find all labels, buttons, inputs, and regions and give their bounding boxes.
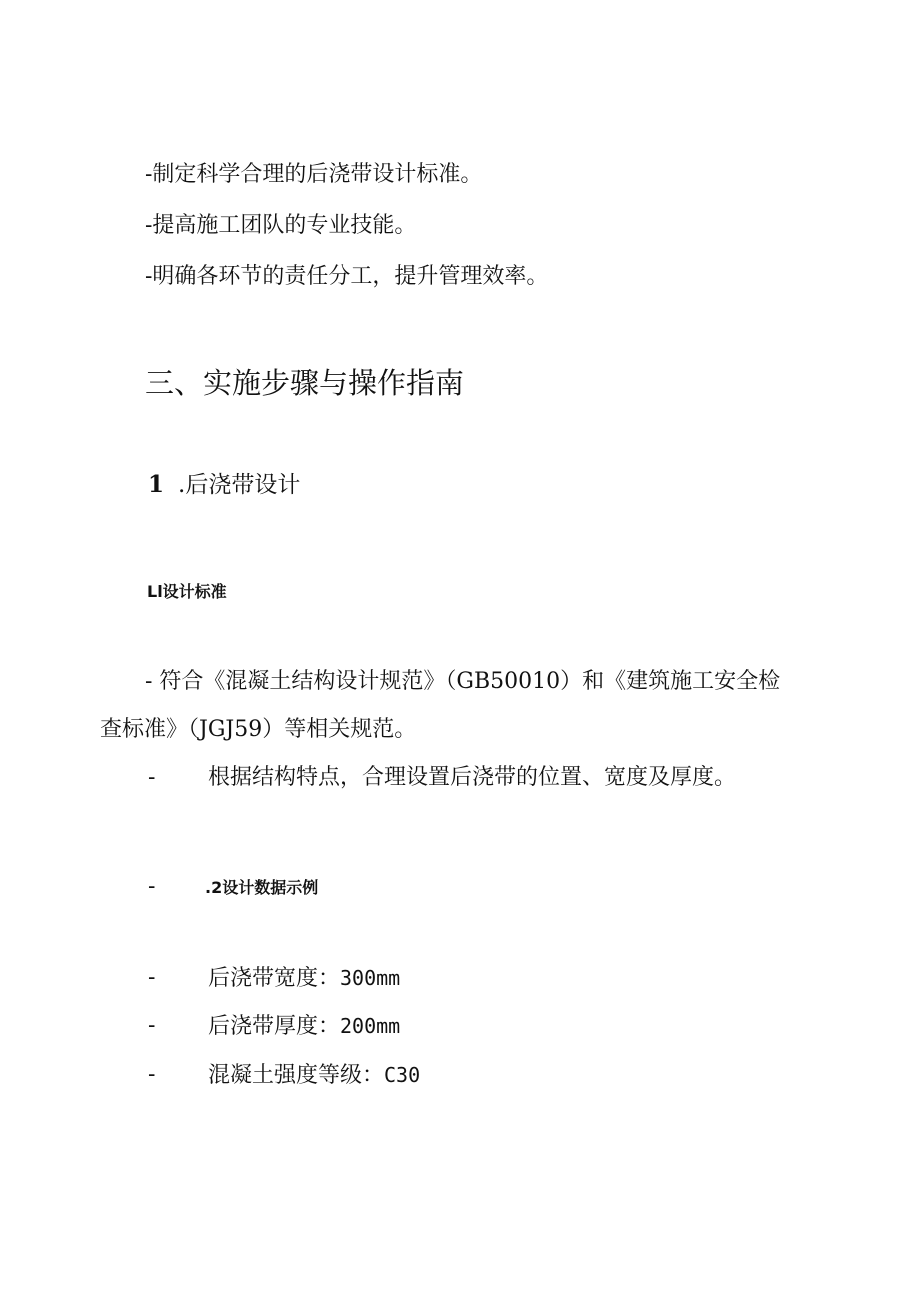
subsection-title: .后浇带设计: [178, 472, 301, 498]
data-item-1-dash: -: [148, 965, 156, 990]
data-item-3-value: C30: [384, 1063, 421, 1087]
subsection-heading: [148, 470, 300, 500]
section-heading: 三、实施步骤与操作指南: [145, 366, 465, 400]
intro-item-2: -提高施工团队的专业技能。: [145, 213, 417, 238]
data-item-1-value: 300mm: [340, 966, 401, 990]
sub1-para1-line1: - 符合《混凝土结构设计规范》（GB50010）和《建筑施工安全检: [145, 669, 781, 694]
data-item-2-label: 后浇带厚度：: [208, 1014, 341, 1039]
data-item-3-label: 混凝土强度等级：: [208, 1063, 385, 1088]
data-item-2: [208, 1011, 400, 1042]
data-item-3: [208, 1060, 420, 1091]
data-item-1-label: 后浇带宽度：: [208, 966, 341, 991]
sub1-title: Ll设计标准: [147, 582, 227, 601]
data-item-2-value: 200mm: [340, 1014, 401, 1038]
data-item-2-dash: -: [148, 1013, 156, 1038]
intro-item-3: -明确各环节的责任分工，提升管理效率。: [145, 264, 549, 289]
sub2-dash: -: [148, 874, 156, 899]
data-item-1: [208, 963, 400, 994]
sub2-title: .2设计数据示例: [205, 878, 319, 897]
sub1-item2-dash: -: [148, 765, 156, 790]
subsection-number: 1: [148, 471, 165, 498]
sub1-para1-line2: 查标准》（JGJ59）等相关规范。: [100, 717, 417, 742]
intro-item-1: -制定科学合理的后浇带设计标准。: [145, 162, 483, 187]
data-item-3-dash: -: [148, 1062, 156, 1087]
sub1-item2-text: 根据结构特点，合理设置后浇带的位置、宽度及厚度。: [208, 765, 737, 790]
